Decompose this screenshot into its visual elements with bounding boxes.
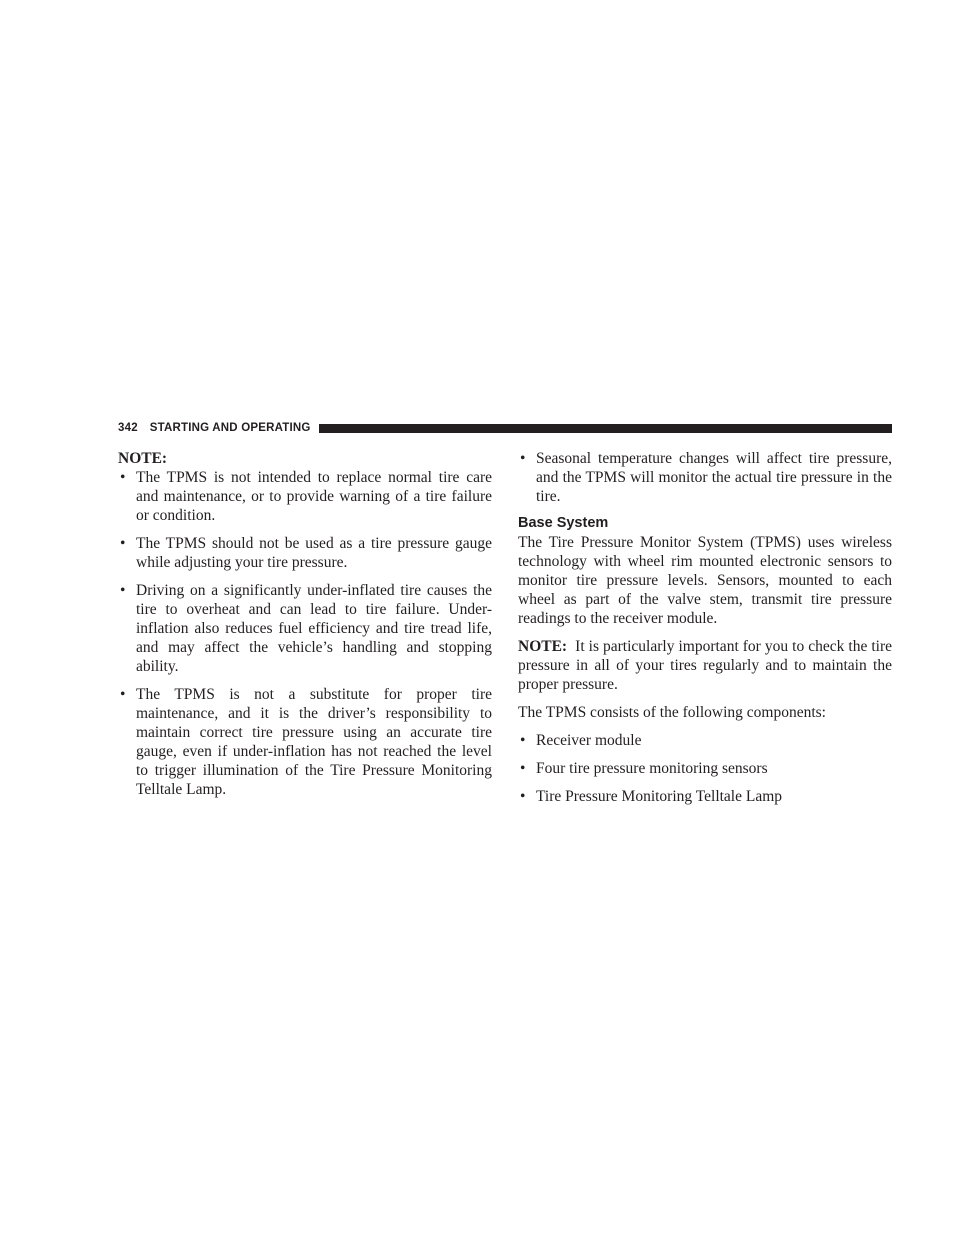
section-heading: Base System bbox=[518, 515, 609, 531]
bullet-icon: • bbox=[520, 788, 526, 805]
note-label: NOTE: bbox=[518, 638, 568, 655]
bullet-icon: • bbox=[120, 582, 126, 599]
bullet-icon: • bbox=[520, 760, 526, 777]
bullet-icon: • bbox=[120, 469, 126, 486]
note-label: NOTE: bbox=[118, 450, 168, 467]
bullet-icon: • bbox=[120, 535, 126, 552]
list-item: • Tire Pressure Monitoring Telltale Lamp bbox=[520, 788, 783, 805]
left-column bbox=[118, 449, 492, 808]
list-item: • Four tire pressure monitoring sensors bbox=[520, 760, 768, 777]
section-title: STARTING AND OPERATING bbox=[149, 422, 311, 434]
list-item: • Seasonal temperature changes will affect tire pressure, and the TPMS will monitor the actual tire pressure in the tire. bbox=[520, 450, 892, 505]
list-item: • Driving on a significantly under-inflated tire causes the tire to overheat and can lead to tire failure. Under-inflation also reduces fuel efficiency and tire tread life, and may affect the vehicle’s handling and stopping ability. bbox=[120, 582, 492, 675]
note-paragraph: NOTE: It is particularly important for you to check the tire pressure in all of your tires regularly and to maintain the proper pressure. bbox=[518, 638, 893, 693]
components-intro: The TPMS consists of the following components: bbox=[518, 704, 826, 721]
list-item: • The TPMS is not a substitute for proper tire maintenance, and it is the driver’s responsibility to maintain correct tire pressure using an accurate tire gauge, even if under-inflation has not reached the level to trigger illumination of the Tire Pressure Monitoring Telltale Lamp. bbox=[120, 686, 492, 798]
page-header bbox=[118, 420, 892, 436]
right-column bbox=[518, 449, 892, 815]
note-list bbox=[118, 468, 492, 799]
bullet-icon: • bbox=[520, 450, 526, 467]
base-system-paragraph: The Tire Pressure Monitor System (TPMS) uses wireless technology with wheel rim mounted electronic sensors to monitor tire pressure levels. Sensors, mounted to each wheel as part of the valve stem, transmit tire pressure readings to the receiver module. bbox=[518, 534, 892, 627]
page-number: 342 bbox=[118, 422, 138, 434]
components-list bbox=[518, 731, 892, 806]
list-item: • The TPMS should not be used as a tire pressure gauge while adjusting your tire pressure. bbox=[120, 535, 492, 571]
bullet-icon: • bbox=[520, 732, 526, 749]
list-item: • Receiver module bbox=[520, 732, 642, 749]
bullet-icon: • bbox=[120, 686, 126, 703]
note-list-continued bbox=[518, 449, 892, 506]
header-rule bbox=[319, 424, 892, 433]
list-item: • The TPMS is not intended to replace normal tire care and maintenance, or to provide warning of a tire failure or condition. bbox=[120, 469, 492, 524]
